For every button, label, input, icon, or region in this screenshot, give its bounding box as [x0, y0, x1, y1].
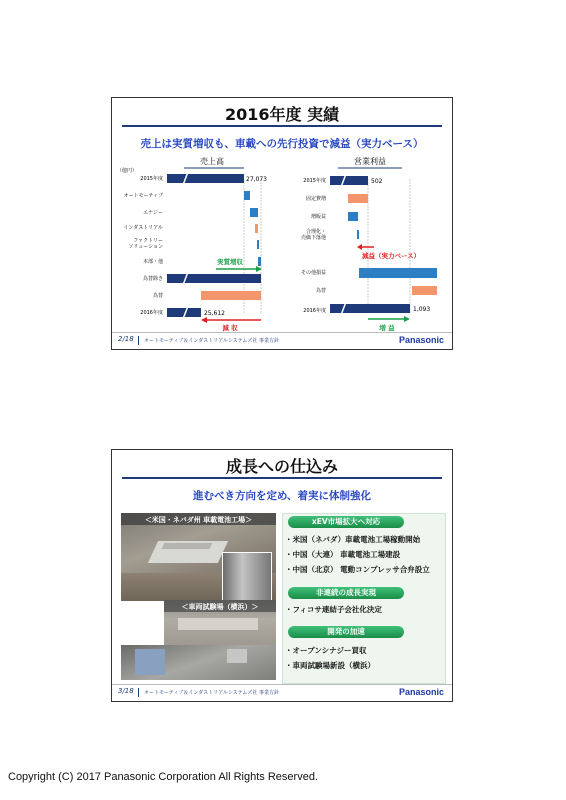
profit-cat-2016: 2016年度: [303, 308, 326, 314]
department-label: オートモーティブ＆インダストリアルシステムズ社 事業方針: [144, 338, 279, 344]
profit-cat-fx: 為替: [315, 288, 326, 294]
section-pill-xev: xEV市場拡大へ対応: [288, 516, 404, 528]
sales-bar-exfx: [167, 274, 261, 283]
sales-value-2016: 25,612: [204, 310, 225, 317]
title-underline: [122, 477, 442, 479]
sales-cat-energy: エナジー: [143, 210, 163, 216]
sales-cat-automotive: オートモーティブ: [123, 193, 163, 199]
panasonic-logo: Panasonic: [398, 335, 444, 345]
title-underline: [122, 125, 442, 127]
sales-annotation-decrease: 減 収: [222, 324, 238, 332]
slide-title: 成長への仕込み: [225, 457, 338, 476]
factory-inset-photo: [222, 552, 272, 602]
bullet-ficosa: ・フィコサ連結子会社化決定: [285, 605, 382, 614]
profit-cat-2015: 2015年度: [303, 178, 326, 184]
sales-cat-factory: [128, 238, 163, 250]
sales-annotation-real-increase: 実質増収: [217, 258, 243, 266]
sales-bar-energy: [250, 208, 258, 217]
department-label: オートモーティブ＆インダストリアルシステムズ社 事業方針: [144, 690, 279, 696]
slide-results-2016: [111, 97, 453, 350]
profit-cat-rationalization-l1: 合理化・: [305, 229, 326, 235]
bullet-opensynergy: ・オープンシナジー買収: [285, 646, 367, 655]
factory-roof-shape: [162, 543, 213, 549]
sales-cat-hq: 本部・他: [142, 259, 163, 265]
sales-cat-fx: 為替: [152, 293, 163, 299]
profit-bar-rationalization: [357, 230, 359, 239]
profit-value-2015: 502: [371, 178, 383, 185]
profit-cat-rationalization: [301, 228, 326, 241]
profit-annotation-increase: 増 益: [379, 324, 395, 332]
sales-cat-industrial: インダストリアル: [123, 225, 163, 231]
sales-bar-2015: [167, 174, 244, 183]
profit-chart-title: 営業利益: [354, 157, 386, 166]
profit-bar-sales-gain: [348, 212, 358, 221]
bullet-nevada-plant: ・米国（ネバダ）車載電池工場稼動開始: [285, 535, 421, 544]
sales-unit-label: （億円）: [117, 168, 138, 174]
slide-title: 2016年度 実績: [224, 105, 340, 124]
profit-bar-other: [359, 268, 437, 278]
page-number: 3/18: [118, 687, 134, 695]
sales-bar-factory: [257, 240, 259, 249]
profit-green-arrowhead: [404, 316, 410, 322]
sales-bar-industrial: [255, 224, 258, 233]
profit-bar-fixed-cost: [348, 194, 368, 203]
sales-red-arrowhead: [201, 317, 207, 323]
profit-annotation-decrease: 減益（実力ベース）: [362, 252, 421, 260]
test-course-vehicle-left: [135, 649, 165, 675]
copyright-notice: Copyright (C) 2017 Panasonic Corporation All Rights Reserved.: [8, 771, 318, 783]
sales-cat-exfx: 為替除き: [142, 276, 163, 282]
profit-cat-rationalization-l2: 売価下落他: [300, 235, 326, 241]
test-course-ground-photo: [121, 645, 276, 680]
sales-value-2015: 27,073: [246, 176, 267, 183]
sales-cat-factory-l2: ソリューション: [128, 244, 163, 250]
sales-cat-2015: 2015年度: [140, 176, 163, 182]
sales-bar-fx: [201, 291, 261, 300]
bullet-dalian-plant: ・中国（大連） 車載電池工場建設: [285, 550, 401, 559]
profit-cat-fixed-cost: 固定費増: [305, 196, 326, 202]
slide-subtitle: 売上は実質増収も、車載への先行投資で減益（実力ベース）: [140, 138, 424, 150]
bullet-beijing-jv: ・中国（北京） 電動コンプレッサ合弁設立: [285, 565, 430, 574]
slide-footer: [112, 332, 452, 349]
page-number: 2/18: [118, 335, 134, 343]
sales-bar-hq: [258, 257, 261, 266]
slide-footer: [112, 684, 452, 701]
sales-bar-automotive: [244, 191, 250, 200]
profit-value-2016: 1,093: [413, 306, 431, 313]
test-course-vehicle-right: [227, 649, 247, 663]
slide-growth-preparation: [111, 449, 453, 702]
profit-bar-2015: [330, 176, 368, 185]
profit-bar-fx: [412, 286, 437, 295]
test-course-building: [178, 618, 258, 630]
profit-cat-sales-gain: 増販益: [310, 214, 326, 220]
profit-cat-other: その他損益: [300, 270, 326, 276]
test-course-caption: ＜車両試験場（横浜）＞: [181, 603, 259, 611]
sales-chart-title: 売上高: [200, 157, 224, 166]
sales-cat-factory-l1: ファクトリー: [133, 238, 163, 244]
panasonic-logo: Panasonic: [398, 687, 444, 697]
footer-divider: [138, 688, 139, 697]
slide-subtitle: 進むべき方向を定め、着実に体制強化: [192, 490, 372, 502]
battery-factory-caption: ＜米国・ネバダ州 車載電池工場＞: [144, 516, 253, 524]
section-pill-development: 開発の加速: [288, 626, 404, 638]
bullet-test-course: ・車両試験場新設（横浜）: [285, 661, 375, 670]
results-waterfall-charts: [112, 154, 453, 334]
footer-divider: [138, 336, 139, 345]
profit-red-arrowhead: [357, 244, 362, 250]
sales-cat-2016: 2016年度: [140, 310, 163, 316]
section-pill-growth: 非連続の成長実現: [288, 587, 404, 599]
